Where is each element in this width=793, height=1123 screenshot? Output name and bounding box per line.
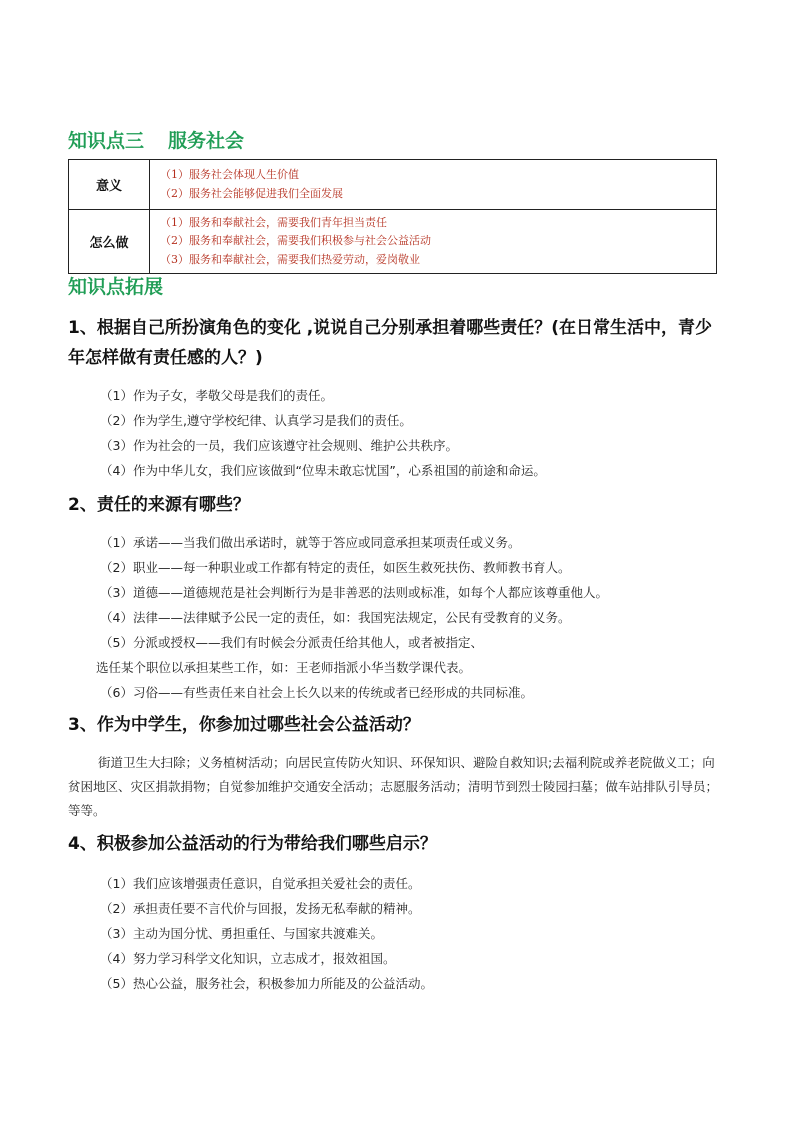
table-row xyxy=(69,160,717,210)
list-item: （2）承担责任要不言代价与回报，发扬无私奉献的精神。 xyxy=(100,901,421,916)
knowledge-table xyxy=(68,159,717,274)
question-1-answers xyxy=(100,383,546,483)
list-item: （5）分派或授权——我们有时候会分派责任给其他人，或者被指定、 xyxy=(100,635,483,650)
row-label: 意义 xyxy=(69,160,150,210)
question-2-title: 2、责任的来源有哪些？ xyxy=(68,495,250,515)
list-item: （1）我们应该增强责任意识，自觉承担关爱社会的责任。 xyxy=(100,876,421,891)
row-content xyxy=(150,160,717,210)
content-line: （2）服务和奉献社会，需要我们积极参与社会公益活动 xyxy=(160,234,431,248)
list-item: （2）作为学生,遵守学校纪律、认真学习是我们的责任。 xyxy=(100,413,412,428)
question-2-answers xyxy=(96,530,608,705)
extension-title: 知识点拓展 xyxy=(68,276,164,298)
list-item: （4）作为中华儿女，我们应该做到“位卑未敢忘忧国”，心系祖国的前途和命运。 xyxy=(100,463,546,478)
question-3-title: 3、作为中学生，你参加过哪些社会公益活动？ xyxy=(68,715,420,735)
list-item: （4）法律——法律赋予公民一定的责任，如：我国宪法规定，公民有受教育的义务。 xyxy=(100,610,571,625)
row-label: 怎么做 xyxy=(69,210,150,274)
list-item: 选任某个职位以承担某些工作，如：王老师指派小华当数学课代表。 xyxy=(96,660,472,675)
content-line: （2）服务社会能够促进我们全面发展 xyxy=(160,186,343,200)
table-row xyxy=(69,210,717,274)
row-content xyxy=(150,210,717,274)
list-item: （3）主动为国分忧、勇担重任、与国家共渡难关。 xyxy=(100,926,383,941)
list-item: （2）职业——每一种职业或工作都有特定的责任，如医生救死扶伤、教师教书育人。 xyxy=(100,560,571,575)
content-line: （1）服务社会体现人生价值 xyxy=(160,168,299,181)
question-4-title: 4、积极参加公益活动的行为带给我们哪些启示？ xyxy=(68,834,437,854)
list-item: （6）习俗——有些责任来自社会上长久以来的传统或者已经形成的共同标准。 xyxy=(100,685,533,700)
list-item: （3）作为社会的一员，我们应该遵守社会规则、维护公共秩序。 xyxy=(100,438,458,453)
content-line: （3）服务和奉献社会，需要我们热爱劳动，爱岗敬业 xyxy=(160,252,420,266)
list-item: （3）道德——道德规范是社会判断行为是非善恶的法则或标准，如每个人都应该尊重他人。 xyxy=(100,585,608,600)
list-item: （5）热心公益，服务社会，积极参加力所能及的公益活动。 xyxy=(100,976,433,991)
section-title xyxy=(68,126,244,153)
list-item: （4）努力学习科学文化知识，立志成才，报效祖国。 xyxy=(100,951,396,966)
content-line: （1）服务和奉献社会，需要我们青年担当责任 xyxy=(160,215,387,229)
list-item: （1）作为子女，孝敬父母是我们的责任。 xyxy=(100,388,333,403)
list-item: （1）承诺——当我们做出承诺时，就等于答应或同意承担某项责任或义务。 xyxy=(100,535,521,550)
section-number: 知识点三 xyxy=(68,130,145,152)
section-subtitle: 服务社会 xyxy=(168,130,245,152)
question-4-answers xyxy=(100,871,433,996)
question-3-answer: 街道卫生大扫除；义务植树活动；向居民宣传防火知识、环保知识、避险自救知识;去福利院或养老院做义工；向贫困地区、灾区捐款捐物；自觉参加维护交通安全活动；志愿服务活动；清明节到烈士陵园扫墓；做车站排队引导员；等等。 xyxy=(68,755,719,818)
question-1-title: 1、根据自己所扮演角色的变化 ,说说自己分别承担着哪些责任？(在日常生活中，青少年怎样做有责任感的人？) xyxy=(68,318,712,368)
